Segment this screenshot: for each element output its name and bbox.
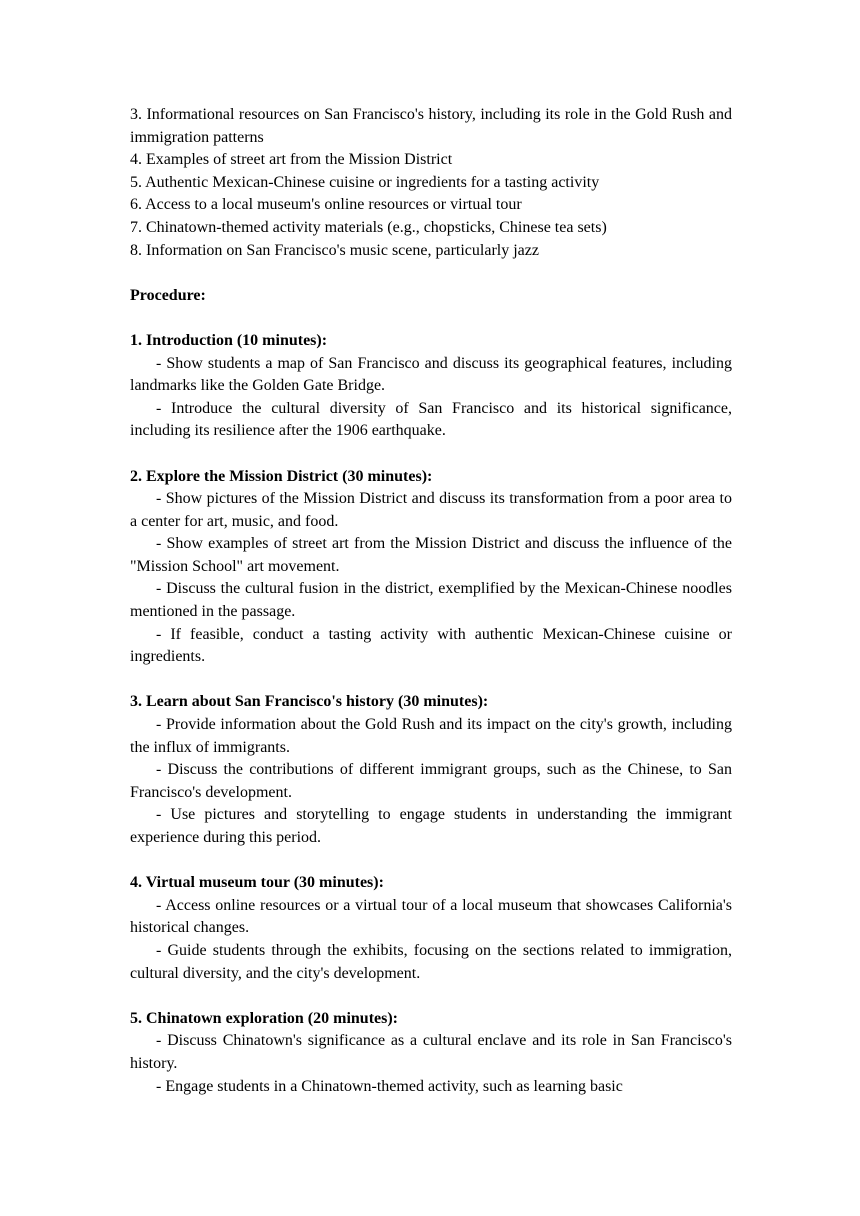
materials-item: 5. Authentic Mexican-Chinese cuisine or ingredients for a tasting activity <box>130 173 600 191</box>
document-page <box>130 104 732 1098</box>
section-bullet: - If feasible, conduct a tasting activity with authentic Mexican-Chinese cuisine or ingredients. <box>130 625 732 666</box>
section-bullet: - Provide information about the Gold Rush and its impact on the city's growth, including the influx of immigrants. <box>130 716 732 756</box>
procedure-section <box>130 691 732 849</box>
section-bullet: - Guide students through the exhibits, focusing on the sections related to immigration, cultural diversity, and the city's development. <box>130 941 732 982</box>
section-heading: 5. Chinatown exploration (20 minutes): <box>130 1009 399 1027</box>
section-bullet: - Discuss the cultural fusion in the district, exemplified by the Mexican-Chinese noodles mentioned in the passage. <box>130 580 732 621</box>
section-bullet: - Discuss Chinatown's significance as a cultural enclave and its role in San Francisco's history. <box>130 1032 732 1072</box>
section-heading: 4. Virtual museum tour (30 minutes): <box>130 874 384 892</box>
section-bullet: - Access online resources or a virtual tour of a local museum that showcases California's historical changes. <box>130 896 732 937</box>
materials-item: 7. Chinatown-themed activity materials (e.g., chopsticks, Chinese tea sets) <box>130 218 607 236</box>
materials-list <box>130 104 732 262</box>
procedure-section <box>130 466 732 669</box>
section-bullet: - Discuss the contributions of different immigrant groups, such as the Chinese, to San Francisco's development. <box>130 761 732 801</box>
section-bullet: - Introduce the cultural diversity of San Francisco and its historical significance, including its resilience after the 1906 earthquake. <box>130 399 732 440</box>
section-heading: 3. Learn about San Francisco's history (30 minutes): <box>130 693 489 711</box>
procedure-section <box>130 1008 732 1098</box>
materials-item: 8. Information on San Francisco's music scene, particularly jazz <box>130 241 539 259</box>
section-heading: 2. Explore the Mission District (30 minutes): <box>130 467 433 485</box>
procedure-section <box>130 330 732 443</box>
materials-item: 6. Access to a local museum's online resources or virtual tour <box>130 196 522 214</box>
materials-item: 3. Informational resources on San Francisco's history, including its role in the Gold Rush and immigration patterns <box>130 106 732 146</box>
section-bullet: - Show examples of street art from the Mission District and discuss the influence of the "Mission School" art movement. <box>130 535 732 575</box>
section-bullet: - Use pictures and storytelling to engage students in understanding the immigrant experience during this period. <box>130 806 732 846</box>
section-bullet: - Show students a map of San Francisco and discuss its geographical features, including landmarks like the Golden Gate Bridge. <box>130 354 732 395</box>
section-bullet: - Show pictures of the Mission District and discuss its transformation from a poor area to a center for art, music, and food. <box>130 490 732 530</box>
procedure-section <box>130 872 732 985</box>
section-heading: 1. Introduction (10 minutes): <box>130 331 328 349</box>
section-bullet: - Engage students in a Chinatown-themed activity, such as learning basic <box>156 1077 623 1095</box>
materials-item: 4. Examples of street art from the Mission District <box>130 151 453 169</box>
procedure-heading: Procedure: <box>130 286 206 304</box>
